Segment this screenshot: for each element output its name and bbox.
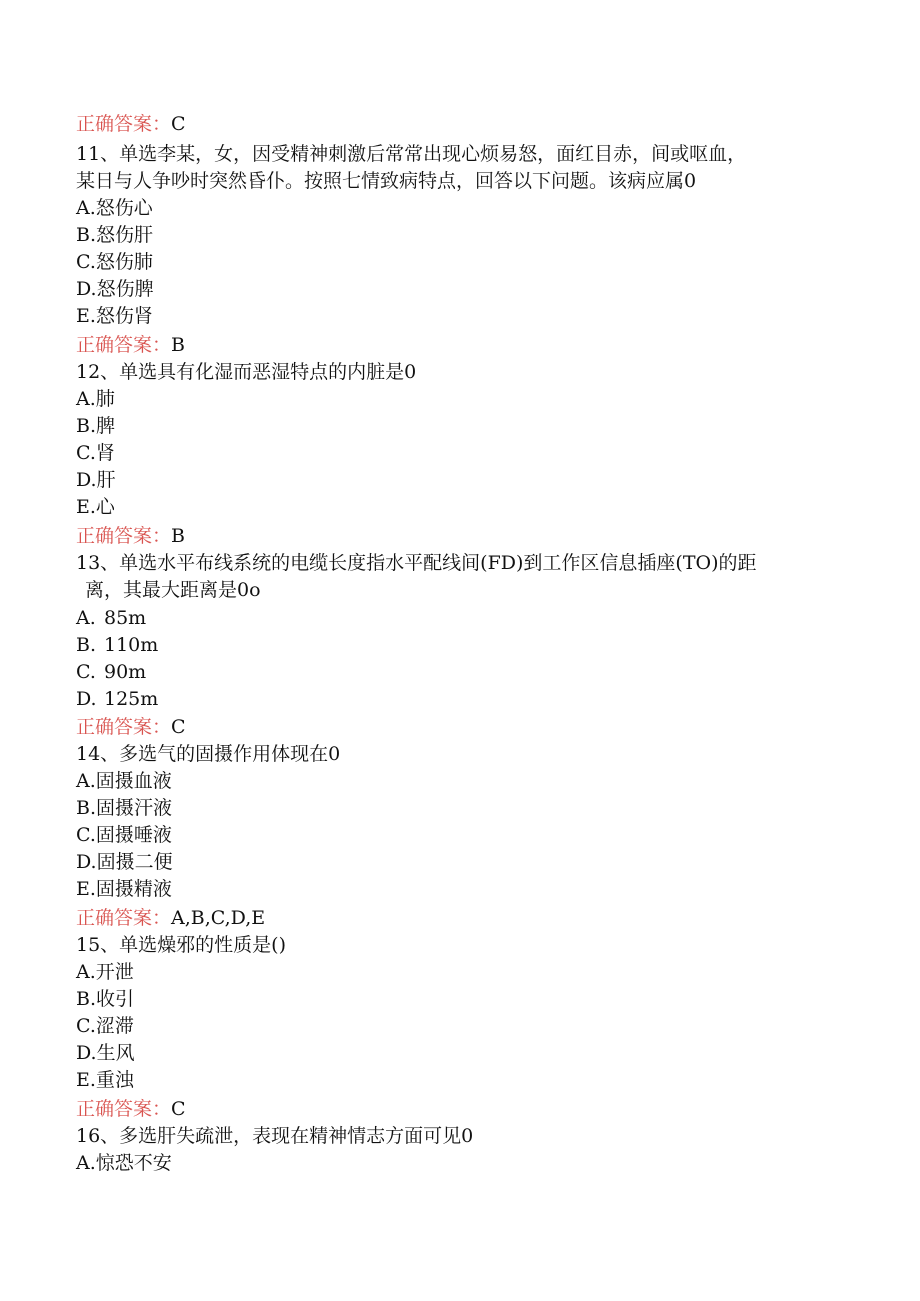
option-b: B.脾 [76, 415, 116, 437]
option-text: 90m [104, 661, 147, 683]
option-c: C.怒伤肺 [76, 251, 153, 273]
question-stem: 11、单选李某，女，因受精神刺激后常常出现心烦易怒，面红目赤，间或呕血， [76, 143, 747, 165]
answer-label: 正确答案： [76, 525, 172, 547]
option-c: C.固摄唾液 [76, 824, 172, 846]
option-a: A.开泄 [76, 961, 134, 983]
answer-line [76, 332, 185, 358]
answer-value: B [171, 525, 185, 547]
question-stem: 12、单选具有化湿而恶湿特点的内脏是0 [76, 361, 417, 383]
option-b: B.收引 [76, 988, 135, 1010]
option-b: B.固摄汗液 [76, 797, 173, 819]
answer-label: 正确答案： [76, 334, 172, 356]
answer-label: 正确答案： [76, 1098, 172, 1120]
answer-value: C [171, 1098, 186, 1120]
option-d: D.固摄二便 [76, 851, 173, 873]
option-b [76, 632, 158, 658]
option-d: D.怒伤脾 [76, 278, 154, 300]
answer-line [76, 523, 185, 549]
option-d: D.生风 [76, 1042, 135, 1064]
answer-value: C [171, 113, 186, 135]
question-stem-continued: 离，其最大距离是0o [85, 579, 261, 601]
option-a: A.肺 [76, 388, 115, 410]
answer-label: 正确答案： [76, 907, 172, 929]
answer-value: B [171, 334, 185, 356]
option-e: E.怒伤肾 [76, 305, 153, 327]
option-label: B. [76, 634, 97, 656]
option-label: A. [76, 607, 96, 629]
question-stem: 16、多选肝失疏泄，表现在精神情志方面可见0 [76, 1125, 474, 1147]
answer-value: C [171, 716, 186, 738]
option-text: 125m [104, 688, 159, 710]
answer-line [76, 1096, 186, 1122]
option-a: A.怒伤心 [76, 197, 153, 219]
option-c: C.肾 [76, 442, 115, 464]
question-stem-continued: 某日与人争吵时突然昏仆。按照七情致病特点，回答以下问题。该病应属0 [76, 170, 697, 192]
option-d [76, 686, 158, 712]
option-e: E.心 [76, 496, 115, 518]
answer-line [76, 905, 265, 931]
option-a: A.固摄血液 [76, 770, 172, 792]
option-label: D. [76, 688, 97, 710]
answer-value: A,B,C,D,E [171, 907, 266, 929]
option-text: 85m [104, 607, 147, 629]
answer-label: 正确答案： [76, 113, 172, 135]
answer-line [76, 714, 186, 740]
option-a: A.惊恐不安 [76, 1152, 172, 1174]
option-label: C. [76, 661, 96, 683]
option-e: E.重浊 [76, 1069, 134, 1091]
question-stem: 14、多选气的固摄作用体现在0 [76, 743, 341, 765]
question-stem: 13、单选水平布线系统的电缆长度指水平配线间(FD)到工作区信息插座(TO)的距 [76, 552, 757, 574]
option-b: B.怒伤肝 [76, 224, 154, 246]
option-c [76, 659, 146, 685]
option-c: C.涩滞 [76, 1015, 134, 1037]
option-a [76, 605, 146, 631]
option-d: D.肝 [76, 469, 116, 491]
option-e: E.固摄精液 [76, 878, 172, 900]
answer-line [76, 111, 186, 137]
option-text: 110m [104, 634, 159, 656]
answer-label: 正确答案： [76, 716, 172, 738]
question-stem: 15、单选燥邪的性质是() [76, 934, 287, 956]
